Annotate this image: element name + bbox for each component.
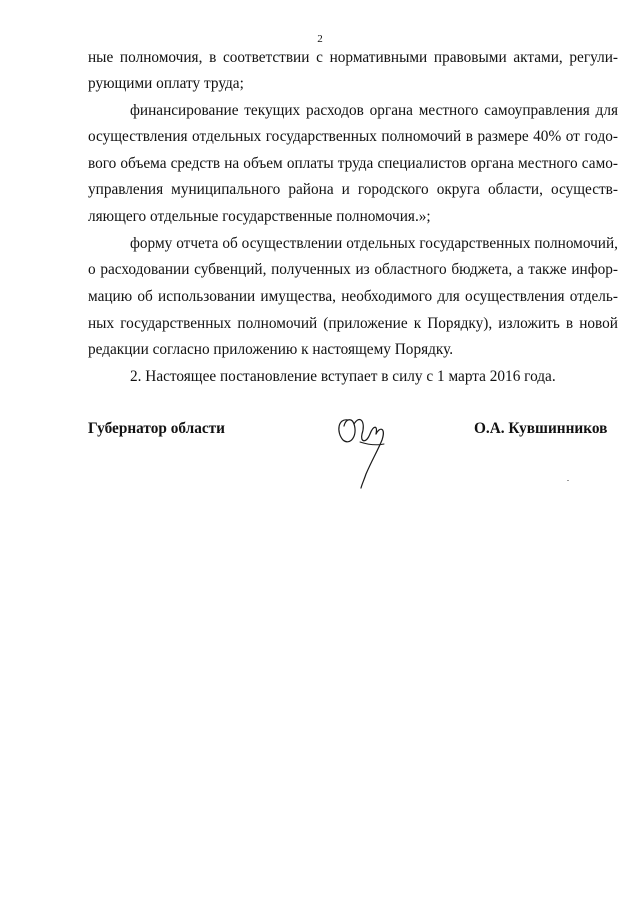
signatory-title: Губернатор области <box>88 420 225 437</box>
text-line: о расходовании субвенций, полученных из областного бюджета, а также инфор- <box>88 261 618 278</box>
text-line: вого объема средств на объем оплаты труда специалистов органа местного само- <box>88 155 618 172</box>
text-line: рующими оплату труда; <box>88 75 244 92</box>
text-line: ляющего отдельные государственные полномочия.»; <box>88 208 431 225</box>
text-line: форму отчета об осуществлении отдельных государственных полномочий, <box>130 235 618 252</box>
text-line: осуществления отдельных государственных полномочий в размере 40% от годо- <box>88 128 618 145</box>
text-line: редакции согласно приложению к настоящему Порядку. <box>88 341 454 358</box>
text-line: мацию об использовании имущества, необходимого для осуществления отдель- <box>88 288 618 305</box>
signatory-name: О.А. Кувшинников <box>474 420 608 437</box>
text-line: финансирование текущих расходов органа местного самоуправления для <box>130 102 618 119</box>
page-number: 2 <box>317 33 323 45</box>
handwritten-signature <box>330 400 400 490</box>
text-line: ных государственных полномочий (приложение к Порядку), изложить в новой <box>88 315 618 332</box>
scan-speck <box>567 480 569 481</box>
text-line: 2. Настоящее постановление вступает в силу с 1 марта 2016 года. <box>130 368 556 385</box>
text-line: управления муниципального района и городского округа области, осуществ- <box>88 181 618 198</box>
text-line: ные полномочия, в соответствии с нормативными правовыми актами, регули- <box>88 49 618 66</box>
